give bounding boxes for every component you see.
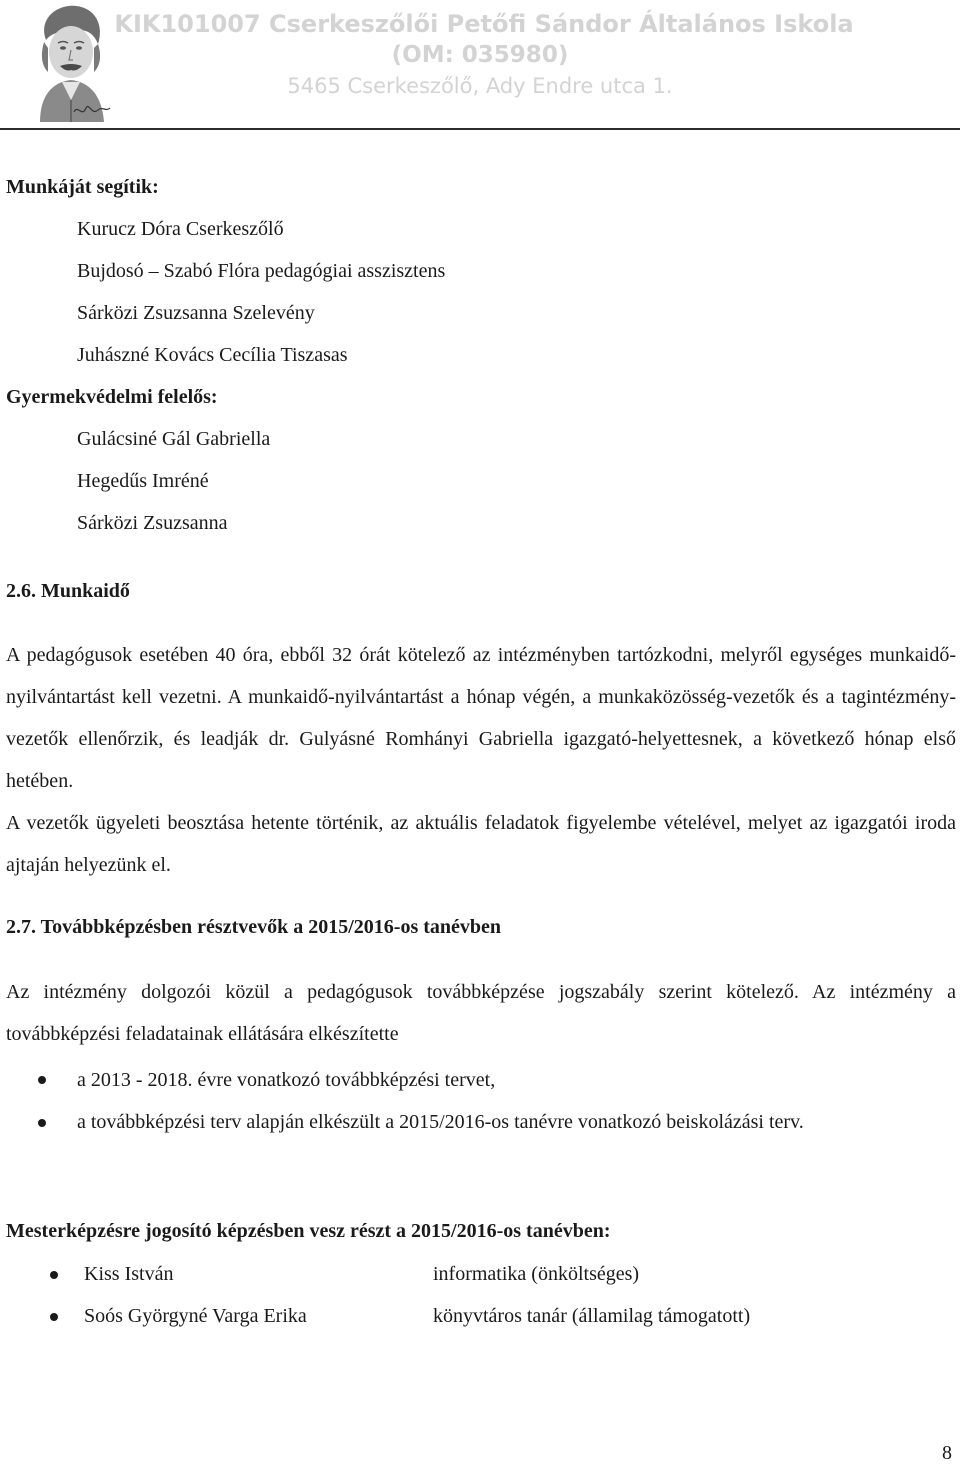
- school-address: 5465 Cserkeszőlő, Ady Endre utca 1.: [287, 74, 673, 98]
- child-protection-name: Sárközi Zsuzsanna: [77, 512, 228, 534]
- masters-participant-field: informatika (önköltséges): [433, 1263, 640, 1285]
- bullet-icon: [38, 1076, 46, 1084]
- helper-name: Bujdosó – Szabó Flóra pedagógiai asszisztens: [77, 260, 446, 282]
- masters-participant-name: Soós Györgyné Varga Erika: [84, 1305, 307, 1327]
- training-bullet: a 2013 - 2018. évre vonatkozó továbbképzési tervet,: [77, 1069, 496, 1091]
- training-bullet: a továbbképzési terv alapján elkészült a 2015/2016-os tanévre vonatkozó beiskolázási terv.: [77, 1111, 804, 1133]
- bullet-icon: [50, 1313, 58, 1321]
- bullet-icon: [38, 1119, 46, 1127]
- duty-schedule-paragraph: A vezetők ügyeleti beosztása hetente történik, az aktuális feladatok figyelembe vételével, melyet az igazgatói iroda ajtaján helyezünk el.: [6, 812, 956, 876]
- child-protection-heading: Gyermekvédelmi felelős:: [6, 386, 218, 408]
- header-divider: [0, 128, 960, 130]
- school-om-code: (OM: 035980): [391, 42, 569, 68]
- page-number: 8: [942, 1442, 952, 1464]
- masters-participant-name: Kiss István: [84, 1263, 174, 1285]
- section-2-6-heading: 2.6. Munkaidő: [6, 580, 130, 602]
- training-paragraph: Az intézmény dolgozói közül a pedagógusok továbbképzése jogszabály szerint kötelező. Az intézmény a továbbképzési feladatainak ellátására elkészítette: [6, 981, 956, 1045]
- section-2-7-heading: 2.7. Továbbképzésben résztvevők a 2015/2016-os tanévben: [6, 916, 502, 938]
- helpers-heading: Munkáját segítik:: [6, 176, 159, 198]
- helper-name: Juhászné Kovács Cecília Tiszasas: [77, 344, 348, 366]
- page-header: [0, 0, 960, 128]
- masters-heading: Mesterképzésre jogosító képzésben vesz részt a 2015/2016-os tanévben:: [6, 1220, 611, 1242]
- child-protection-name: Hegedűs Imréné: [77, 470, 209, 492]
- school-name: KIK101007 Cserkeszőlői Petőfi Sándor Általános Iskola: [114, 10, 854, 38]
- bullet-icon: [50, 1271, 58, 1279]
- masters-participant-field: könyvtáros tanár (államilag támogatott): [433, 1305, 751, 1327]
- helper-name: Kurucz Dóra Cserkeszőlő: [77, 218, 284, 240]
- working-time-paragraph: A pedagógusok esetében 40 óra, ebből 32 órát kötelező az intézményben tartózkodni, melyről egységes munkaidő-nyilvántartást kell vezetni. A munkaidő-nyilvántartást a hónap végén, a munkaközösség-vezetők és a tagintézmény-vezetők ellenőrzik, és leadják dr. Gulyásné Romhányi Gabriella igazgató-helyettesnek, a következő hónap első hetében.: [6, 644, 956, 792]
- child-protection-name: Gulácsiné Gál Gabriella: [77, 428, 271, 450]
- helper-name: Sárközi Zsuzsanna Szelevény: [77, 302, 315, 324]
